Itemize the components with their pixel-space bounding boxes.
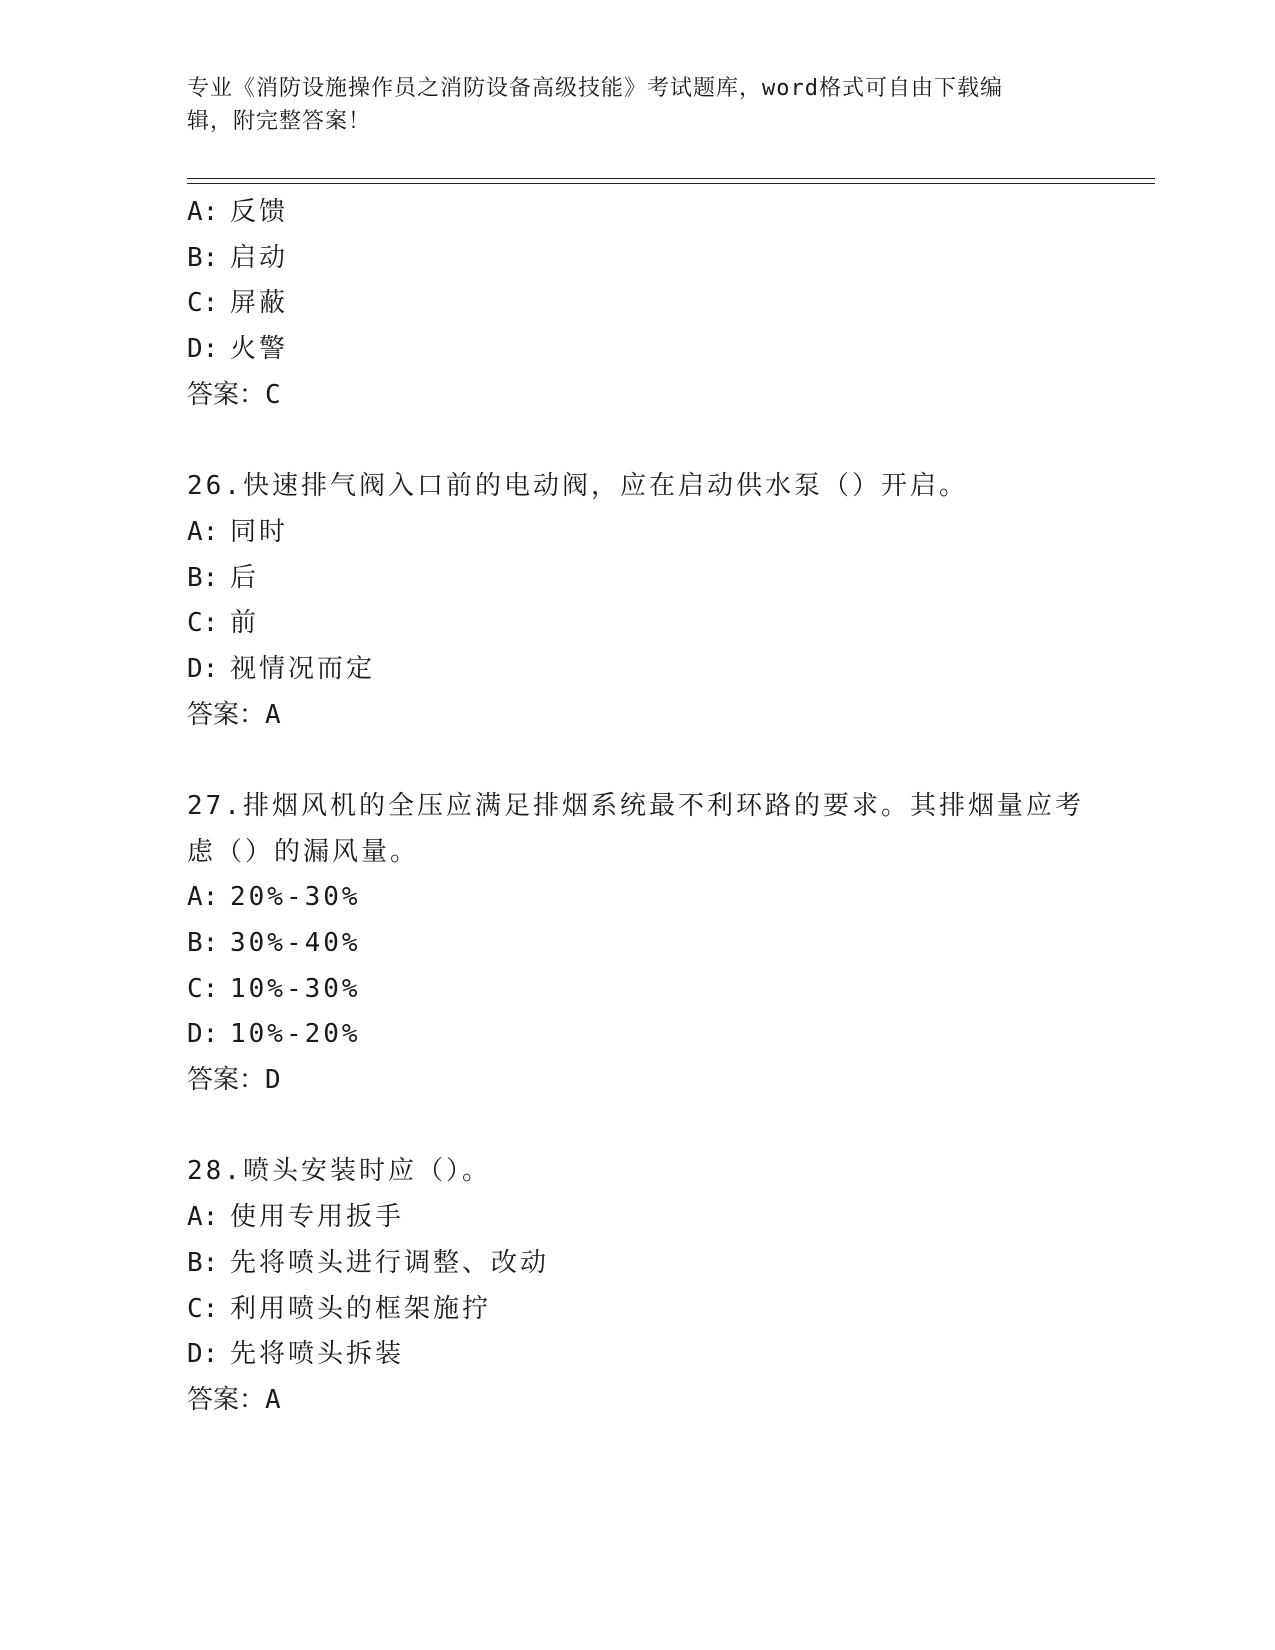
option-d: D: 先将喷头拆装 bbox=[187, 1339, 405, 1370]
question-list bbox=[187, 190, 1087, 1424]
question-block-28 bbox=[187, 1149, 1087, 1423]
header-divider-bottom bbox=[187, 183, 1155, 184]
option-b: B: 后 bbox=[187, 562, 260, 593]
question-block-26 bbox=[187, 464, 1087, 738]
option-b: B: 30%-40% bbox=[187, 928, 361, 959]
spacer bbox=[187, 418, 1087, 464]
option-c: C: 前 bbox=[187, 608, 260, 639]
question-stem: 27.排烟风机的全压应满足排烟系统最不利环路的要求。其排烟量应考 bbox=[187, 790, 1084, 821]
option-b: B: 先将喷头进行调整、改动 bbox=[187, 1247, 550, 1278]
question-stem-continued: 虑（）的漏风量。 bbox=[187, 836, 420, 867]
spacer bbox=[187, 738, 1087, 784]
option-c: C: 屏蔽 bbox=[187, 288, 289, 319]
header-line-1: 专业《消防设施操作员之消防设备高级技能》考试题库，word格式可自由下载编 bbox=[187, 76, 1003, 101]
option-a: A: 反馈 bbox=[187, 197, 289, 227]
answer-line: 答案：A bbox=[187, 1384, 281, 1415]
answer-line: 答案：A bbox=[187, 699, 281, 730]
option-d: D: 10%-20% bbox=[187, 1019, 361, 1050]
answer-line: 答案：D bbox=[187, 1065, 281, 1096]
option-c: C: 10%-30% bbox=[187, 973, 361, 1004]
spacer bbox=[187, 1104, 1087, 1150]
option-d: D: 火警 bbox=[187, 334, 289, 365]
question-block-27 bbox=[187, 784, 1087, 1104]
question-stem: 26.快速排气阀入口前的电动阀，应在启动供水泵（）开启。 bbox=[187, 471, 968, 502]
answer-line: 答案：C bbox=[187, 379, 281, 410]
header-divider-top bbox=[187, 178, 1155, 179]
document-header bbox=[187, 72, 1087, 138]
question-stem: 28.喷头安装时应（）。 bbox=[187, 1156, 491, 1187]
option-b: B: 启动 bbox=[187, 242, 289, 273]
option-d: D: 视情况而定 bbox=[187, 653, 376, 684]
option-a: A: 使用专用扳手 bbox=[187, 1202, 405, 1233]
question-block-partial bbox=[187, 190, 1087, 418]
option-a: A: 20%-30% bbox=[187, 882, 361, 913]
header-line-2: 辑，附完整答案！ bbox=[187, 109, 372, 134]
option-c: C: 利用喷头的框架施拧 bbox=[187, 1293, 492, 1324]
option-a: A: 同时 bbox=[187, 516, 289, 547]
